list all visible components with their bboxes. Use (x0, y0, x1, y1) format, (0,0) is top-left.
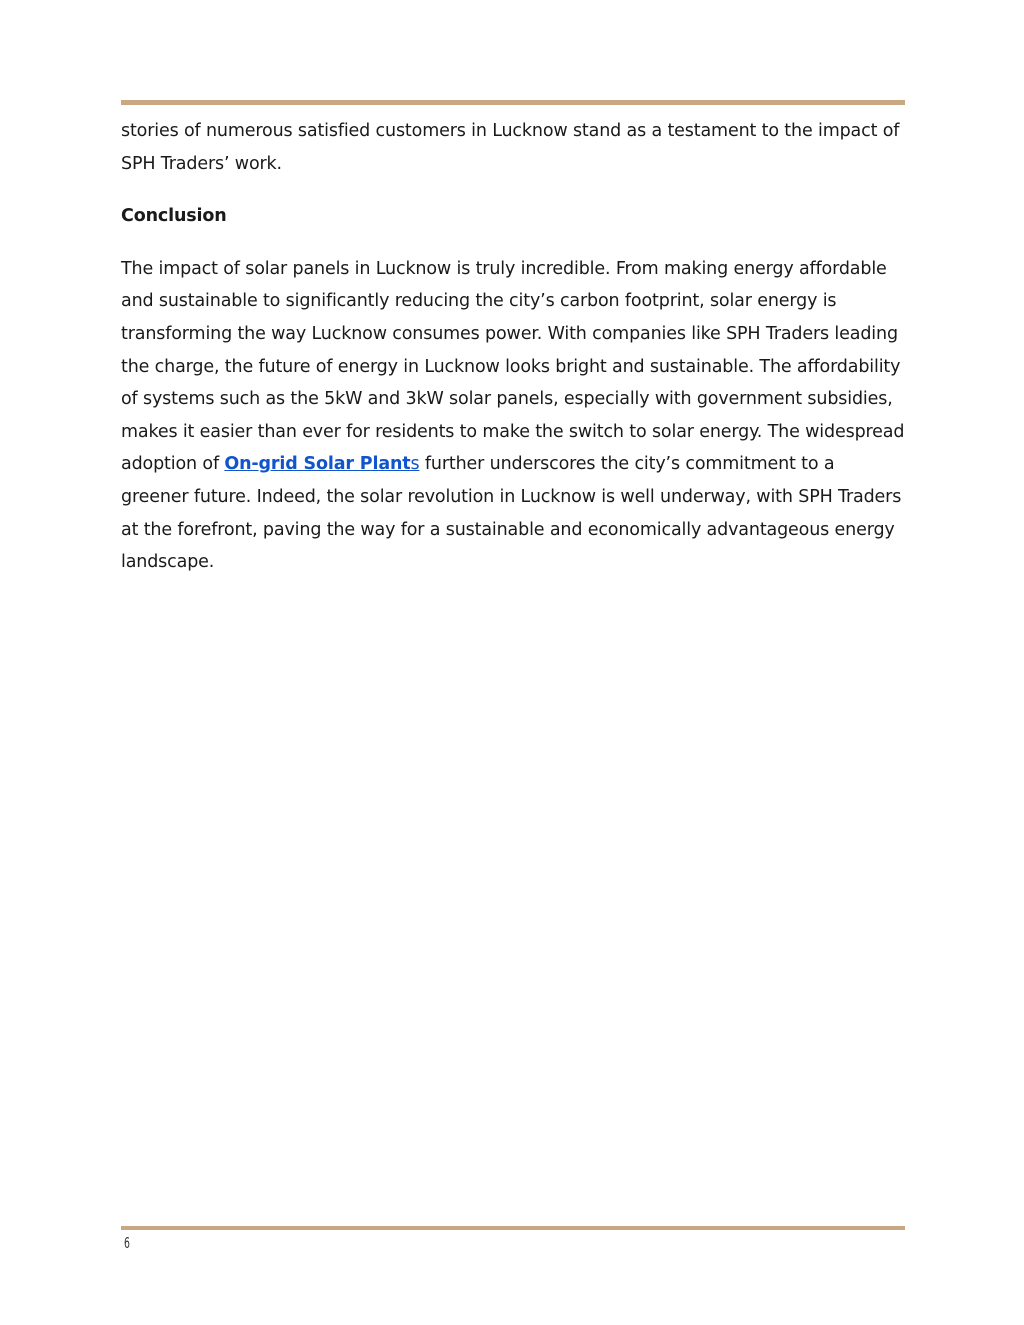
on-grid-solar-plants-link[interactable] (224, 454, 419, 474)
conclusion-paragraph (121, 253, 905, 579)
conclusion-text-after-link: further underscores the city’s commitment to a greener future. Indeed, the solar revolution in Lucknow is well underway, with SPH Traders at the forefront, paving the way for a sustainable and economically advantageous energy landscape. (121, 454, 902, 573)
conclusion-text-before-link: The impact of solar panels in Lucknow is truly incredible. From making energy affordable and sustainable to significantly reducing the city’s carbon footprint, solar energy is transforming the way Lucknow consumes power. With companies like SPH Traders leading the charge, the future of energy in Lucknow looks bright and sustainable. The affordability of systems such as the 5kW and 3kW solar panels, especially with government subsidies, makes it easier than ever for residents to make the switch to solar energy. The widespread adoption of (121, 258, 905, 475)
page-content (121, 115, 905, 579)
page-number: 6 (124, 1234, 130, 1252)
link-bold-text[interactable]: On-grid Solar Plant (224, 454, 411, 475)
footer-rule (121, 1226, 905, 1230)
section-heading: Conclusion (121, 206, 227, 227)
intro-paragraph: stories of numerous satisfied customers in Lucknow stand as a testament to the impact of SPH Traders’ work. (121, 121, 900, 174)
link-suffix-text[interactable]: s (410, 454, 420, 475)
header-rule (121, 100, 905, 105)
